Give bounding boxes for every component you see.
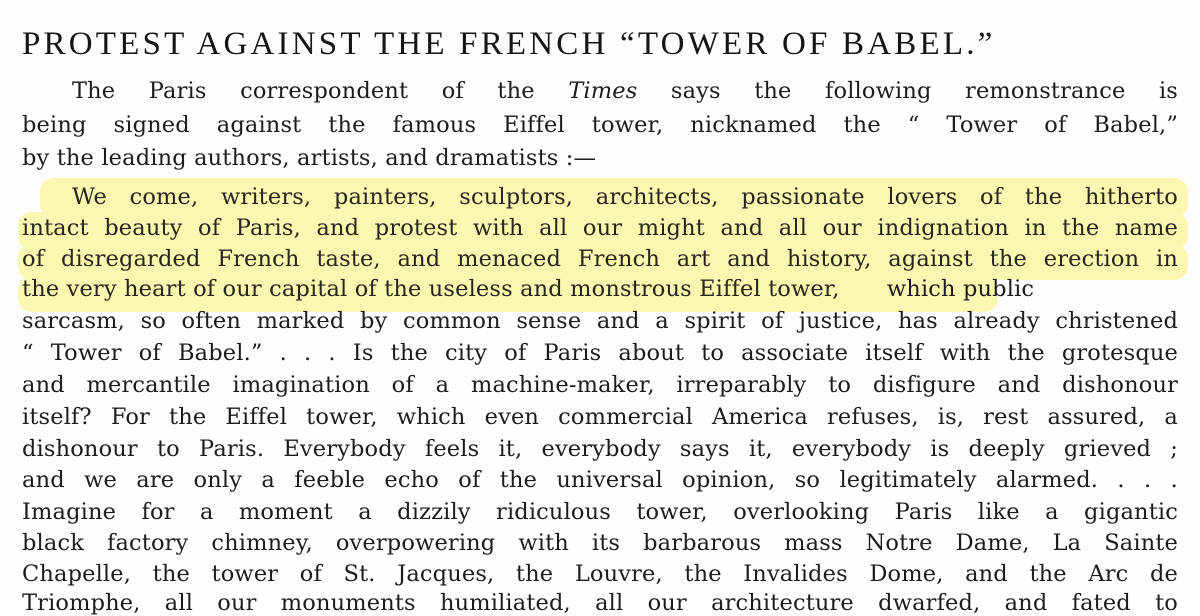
- body-line-6: and we are only a feeble echo of the universal opinion, so legitimately alarmed. . . .: [22, 467, 1178, 493]
- intro-line-2: being signed against the famous Eiffel tower, nicknamed the “ Tower of Babel,”: [22, 112, 1178, 138]
- body-line-7: Imagine for a moment a dizzily ridiculous tower, overlooking Paris like a gigantic: [22, 499, 1178, 525]
- intro-line-1-before: The Paris correspondent of the: [72, 78, 569, 104]
- body-line-9: Chapelle, the tower of St. Jacques, the Louvre, the Invalides Dome, and the Arc de: [22, 561, 1178, 587]
- protest-highlighted-line-2: intact beauty of Paris, and protest with all our might and all our indignation in the name: [22, 215, 1178, 241]
- body-line-4: itself? For the Eiffel tower, which even commercial America refuses, is, rest assured, a: [22, 404, 1178, 430]
- newspaper-name-times: Times: [568, 78, 638, 104]
- body-line-10: Triomphe, all our monuments humiliated, all our architecture dwarfed, and fated to: [22, 590, 1178, 616]
- body-line-2: “ Tower of Babel.” . . . Is the city of Paris about to associate itself with the grotesque: [22, 340, 1178, 366]
- body-line-5: dishonour to Paris. Everybody feels it, everybody says it, everybody is deeply grieved ;: [22, 436, 1178, 462]
- protest-highlighted-line-4: the very heart of our capital of the useless and monstrous Eiffel tower,: [22, 276, 840, 302]
- body-line-1: sarcasm, so often marked by common sense and a spirit of justice, has already christened: [22, 308, 1178, 334]
- protest-continuation: which public: [879, 276, 1035, 302]
- protest-highlighted-line-3: of disregarded French taste, and menaced French art and history, against the erection in: [22, 246, 1178, 272]
- protest-line-4: [22, 276, 1182, 302]
- intro-line-3: by the leading authors, artists, and dramatists :—: [22, 145, 597, 171]
- body-line-3: and mercantile imagination of a machine-maker, irreparably to disfigure and dishonour: [22, 372, 1178, 398]
- intro-line-1-after: says the following remonstrance is: [637, 78, 1179, 104]
- article-headline: PROTEST AGAINST THE FRENCH “TOWER OF BABEL.”: [22, 26, 996, 62]
- protest-highlighted-line-1: We come, writers, painters, sculptors, architects, passionate lovers of the hitherto: [72, 184, 1178, 210]
- intro-line-1: [72, 78, 1178, 104]
- body-line-8: black factory chimney, overpowering with its barbarous mass Notre Dame, La Sainte: [22, 530, 1178, 556]
